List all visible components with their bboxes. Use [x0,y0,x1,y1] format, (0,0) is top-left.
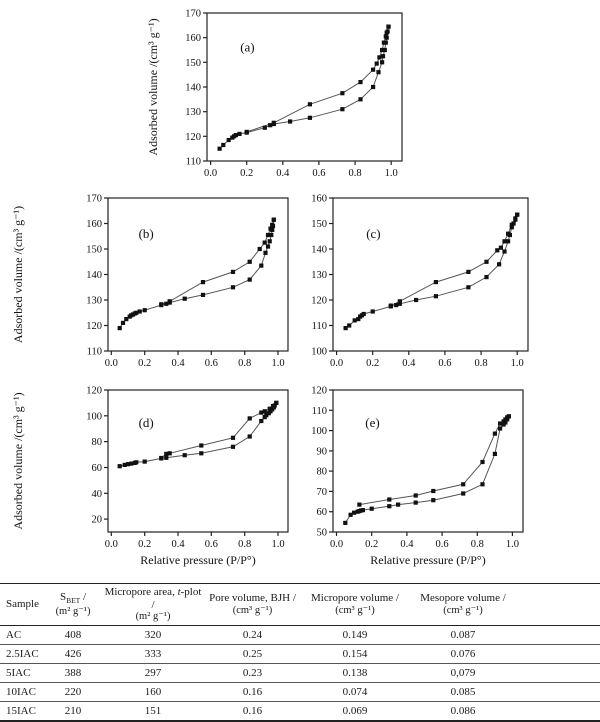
table-cell: 388 [64,667,82,680]
x-tick-label: 0.2 [240,168,254,179]
data-point-marker [288,119,292,123]
data-point-marker [507,414,511,418]
y-tick-label: 110 [185,156,201,168]
table-cell: 0.085 [450,686,476,699]
table-cell: 0.069 [342,705,368,718]
y-tick-label: 120 [311,295,327,307]
data-point-marker [414,493,418,497]
data-point-marker [237,132,241,136]
y-tick-label: 70 [316,486,327,498]
data-point-marker [118,326,122,330]
y-tick-label: 110 [311,405,327,417]
y-tick-label: 110 [311,321,327,332]
table-cell: 0.25 [242,648,263,661]
x-tick-label: 0.8 [470,539,484,550]
column-unit: (cm³ g⁻¹) [443,604,483,616]
x-tick-label: 0.4 [400,539,414,550]
table-row [0,702,600,722]
y-tick-label: 170 [86,193,102,205]
data-point-marker [183,453,187,457]
data-point-marker [121,321,125,325]
y-tick-label: 140 [86,270,102,281]
data-point-marker [340,91,344,95]
panel-label: (b) [138,225,154,241]
data-point-marker [384,34,388,38]
x-tick-label: 0.4 [171,539,185,550]
y-tick-label: 160 [311,193,327,205]
y-tick-label: 120 [86,385,102,397]
table-cell: 0.087 [450,629,476,642]
spacer-cell [517,702,600,722]
data-point-marker [308,102,312,106]
y-tick-label: 140 [185,82,201,94]
data-point-marker [344,326,348,330]
y-tick-label: 150 [311,219,327,230]
y-tick-label: 130 [185,107,201,119]
data-point-marker [515,213,519,217]
table-cell: 151 [144,705,162,718]
data-point-marker [143,308,147,312]
data-point-marker [461,482,465,486]
data-point-marker [484,275,488,279]
data-point-marker [231,436,235,440]
panel-label: (e) [365,414,380,430]
data-point-marker [376,70,380,74]
data-point-marker [387,504,391,508]
x-tick-label: 0.6 [204,539,218,550]
porosity-table-section [0,583,600,722]
data-point-marker [484,260,488,264]
x-tick-label: 0.0 [204,168,218,179]
data-point-marker [461,491,465,495]
results-table [0,583,600,722]
data-point-marker [199,443,203,447]
isotherm-chart-c [300,186,590,376]
x-tick-label: 0.0 [329,539,344,550]
x-tick-label: 1.0 [271,539,285,550]
spacer-cell [517,584,600,626]
y-tick-label: 120 [311,385,327,397]
data-point-marker [248,416,252,420]
table-cell: 5IAC [6,667,31,680]
data-point-marker [134,460,138,464]
table-cell: 0.138 [342,667,368,680]
data-point-marker [382,41,386,45]
data-point-marker [259,419,263,423]
table-cell: 297 [144,667,162,680]
data-point-marker [380,60,384,64]
x-tick-label: 0.2 [365,539,379,550]
y-tick-label: 100 [311,346,327,358]
table-cell: 426 [64,648,82,661]
spacer-cell [517,664,600,683]
data-point-marker [371,309,375,313]
table-row [0,683,600,702]
panel-label: (d) [138,414,154,430]
data-point-marker [263,126,267,130]
data-point-marker [502,249,506,253]
isotherm-chart-d [10,380,300,580]
data-point-marker [414,298,418,302]
y-tick-label: 120 [185,131,201,143]
data-point-marker [340,107,344,111]
data-point-marker [159,302,163,306]
data-point-marker [268,239,272,243]
data-point-marker [263,251,267,255]
y-tick-label: 60 [91,463,102,474]
data-point-marker [506,232,510,236]
y-tick-label: 100 [311,426,327,438]
table-header-row [0,584,600,626]
header-text: Micropore volume / [311,592,399,605]
data-point-marker [231,445,235,449]
data-point-marker [493,452,497,456]
x-tick-label: 0.8 [474,358,488,369]
y-tick-label: 50 [316,527,327,539]
data-point-marker [266,233,270,237]
table-cell: 0,079 [450,667,476,680]
y-tick-label: 40 [91,488,102,500]
data-point-marker [431,498,435,502]
table-cell: 210 [64,705,82,718]
data-point-marker [377,55,381,59]
data-point-marker [386,25,390,29]
column-unit: (cm³ g⁻¹) [232,604,273,616]
data-point-marker [353,318,357,322]
y-tick-label: 80 [316,466,327,478]
data-point-marker [466,285,470,289]
y-tick-label: 150 [185,57,201,69]
data-point-marker [168,451,172,455]
panel-label: (a) [240,39,255,55]
data-point-marker [118,464,122,468]
data-point-marker [358,80,362,84]
x-tick-label: 0.4 [171,358,185,369]
series-line-adsorption [120,403,277,466]
x-tick-label: 0.8 [238,358,252,369]
spacer-cell [517,645,600,664]
data-point-marker [234,133,238,137]
data-point-marker [431,489,435,493]
data-point-marker [394,303,398,307]
data-point-marker [183,297,187,301]
data-point-marker [396,503,400,507]
column-header [204,584,301,626]
table-cell: 2.5IAC [6,648,39,661]
data-point-marker [510,223,514,227]
table-cell: 0.24 [242,629,263,642]
x-tick-label: 0.0 [104,358,118,369]
data-point-marker [434,294,438,298]
data-point-marker [263,241,267,245]
x-tick-label: 0.0 [104,539,118,550]
x-tick-label: 1.0 [384,168,398,179]
table-cell: AC [6,629,22,642]
x-tick-label: 0.6 [438,358,452,369]
data-point-marker [493,432,497,436]
y-tick-label: 160 [185,33,201,45]
table-cell: 0.23 [242,667,263,680]
chart-svg-e [300,380,590,580]
header-text: -plot / [151,586,202,611]
column-unit: (cm³ g⁻¹) [335,604,375,616]
data-point-marker [268,227,272,231]
chart-svg-c [300,186,590,376]
isotherm-chart-b [10,186,300,376]
x-tick-label: 0.2 [138,539,152,550]
axes-box [108,198,288,351]
table-row [0,664,600,683]
data-point-marker [380,48,384,52]
data-point-marker [358,97,362,101]
column-header [44,584,102,626]
data-point-marker [495,248,499,252]
data-point-marker [370,507,374,511]
header-text: Pore volume, BJH / [209,592,296,605]
y-tick-label: 130 [86,295,102,307]
x-tick-label: 0.6 [204,358,218,369]
data-point-marker [480,460,484,464]
data-point-marker [221,143,225,147]
data-point-marker [343,521,347,525]
data-point-marker [362,312,366,316]
x-tick-label: 1.0 [271,358,285,369]
header-text: Sample [6,598,39,611]
header-text: S [59,591,67,604]
table-cell: 10IAC [6,686,36,699]
x-axis-label: Relative pressure (P/P°) [370,553,486,567]
data-point-marker [159,456,163,460]
data-point-marker [168,299,172,303]
x-tick-label: 1.0 [510,358,524,369]
y-tick-label: 150 [86,244,102,256]
data-point-marker [266,244,270,248]
table-cell: 333 [144,648,162,661]
data-point-marker [308,116,312,120]
isotherm-chart-e [300,380,590,580]
table-cell: 0.16 [242,686,263,699]
y-tick-label: 60 [316,507,327,519]
y-axis-label: Adsorbed volume /(cm³ g⁻¹) [11,205,25,344]
y-tick-label: 170 [185,8,201,20]
chart-svg-d [10,380,300,580]
spacer-cell [517,626,600,645]
data-point-marker [371,68,375,72]
data-point-marker [248,278,252,282]
data-point-marker [270,223,274,227]
spacer-cell [517,683,600,702]
y-tick-label: 140 [311,244,327,256]
x-tick-label: 0.2 [366,358,380,369]
column-unit: (m² g⁻¹) [55,606,91,618]
table-cell: 0.086 [450,705,476,718]
data-point-marker [499,246,503,250]
header-text: / [80,591,87,604]
table-cell: 0.076 [450,648,476,661]
y-tick-label: 120 [86,321,102,332]
data-point-marker [347,323,351,327]
x-tick-label: 0.8 [348,168,362,179]
data-point-marker [371,85,375,89]
data-point-marker [389,304,393,308]
table-cell: 0.16 [242,705,263,718]
data-point-marker [248,260,252,264]
data-point-marker [227,138,231,142]
data-point-marker [164,456,168,460]
data-point-marker [466,270,470,274]
data-point-marker [263,409,267,413]
data-point-marker [138,309,142,313]
isotherm-chart-a [145,5,430,183]
table-cell: 0.154 [342,648,368,661]
data-point-marker [375,62,379,66]
column-unit: (m² g⁻¹) [135,611,171,623]
data-point-marker [361,508,365,512]
data-point-marker [434,280,438,284]
table-cell: 220 [64,686,82,699]
chart-svg-b [10,186,300,376]
data-point-marker [513,216,517,220]
x-tick-label: 0.8 [238,539,252,550]
data-point-marker [385,31,389,35]
data-point-marker [497,262,501,266]
y-tick-label: 90 [316,446,327,458]
data-point-marker [245,130,249,134]
data-point-marker [199,451,203,455]
y-tick-label: 110 [86,346,102,358]
table-cell: 15IAC [6,705,36,718]
x-axis-label: Relative pressure (P/P°) [140,553,256,567]
data-point-marker [398,299,402,303]
table-cell: 0.149 [342,629,368,642]
data-point-marker [201,280,205,284]
data-point-marker [498,426,502,430]
data-point-marker [268,123,272,127]
axes-box [333,198,528,351]
data-point-marker [414,501,418,505]
column-header [301,584,409,626]
y-axis-label: Adsorbed volume /(cm³ g⁻¹) [146,18,160,156]
data-point-marker [218,147,222,151]
x-tick-label: 0.6 [435,539,449,550]
header-text: Mesopore volume / [420,592,506,605]
data-point-marker [381,54,385,58]
column-header [0,584,44,626]
header-text: t [177,586,181,598]
data-point-marker [506,239,510,243]
x-tick-label: 1.0 [505,539,519,550]
y-tick-label: 80 [91,437,102,449]
table-cell: 0.074 [342,686,368,699]
data-point-marker [258,247,262,251]
column-header [409,584,517,626]
data-point-marker [231,285,235,289]
data-point-marker [274,401,278,405]
data-point-marker [272,218,276,222]
x-tick-label: 0.2 [138,358,152,369]
series-line-desorption [391,215,517,306]
data-point-marker [231,270,235,274]
x-tick-label: 0.4 [276,168,290,179]
y-tick-label: 160 [86,219,102,230]
y-tick-label: 100 [86,411,102,423]
y-tick-label: 130 [311,270,327,281]
x-tick-label: 0.4 [402,358,416,369]
chart-svg-a [145,5,430,183]
table-row [0,626,600,645]
data-point-marker [357,503,361,507]
table-cell: 160 [144,686,162,699]
table-row [0,645,600,664]
x-tick-label: 0.0 [330,358,344,369]
data-point-marker [272,121,276,125]
table-cell: 408 [64,629,82,642]
y-tick-label: 20 [91,514,102,526]
y-axis-label: Adsorbed volume /(cm³ g⁻¹) [11,392,25,530]
data-point-marker [480,482,484,486]
table-cell: 320 [144,629,162,642]
x-tick-label: 0.6 [312,168,326,179]
header-text: BET [66,596,81,606]
data-point-marker [502,239,506,243]
data-point-marker [248,434,252,438]
data-point-marker [387,497,391,501]
data-point-marker [259,264,263,268]
panel-label: (c) [366,225,381,241]
data-point-marker [201,293,205,297]
data-point-marker [143,460,147,464]
column-header [102,584,204,626]
header-text: Micropore area, [104,586,178,598]
